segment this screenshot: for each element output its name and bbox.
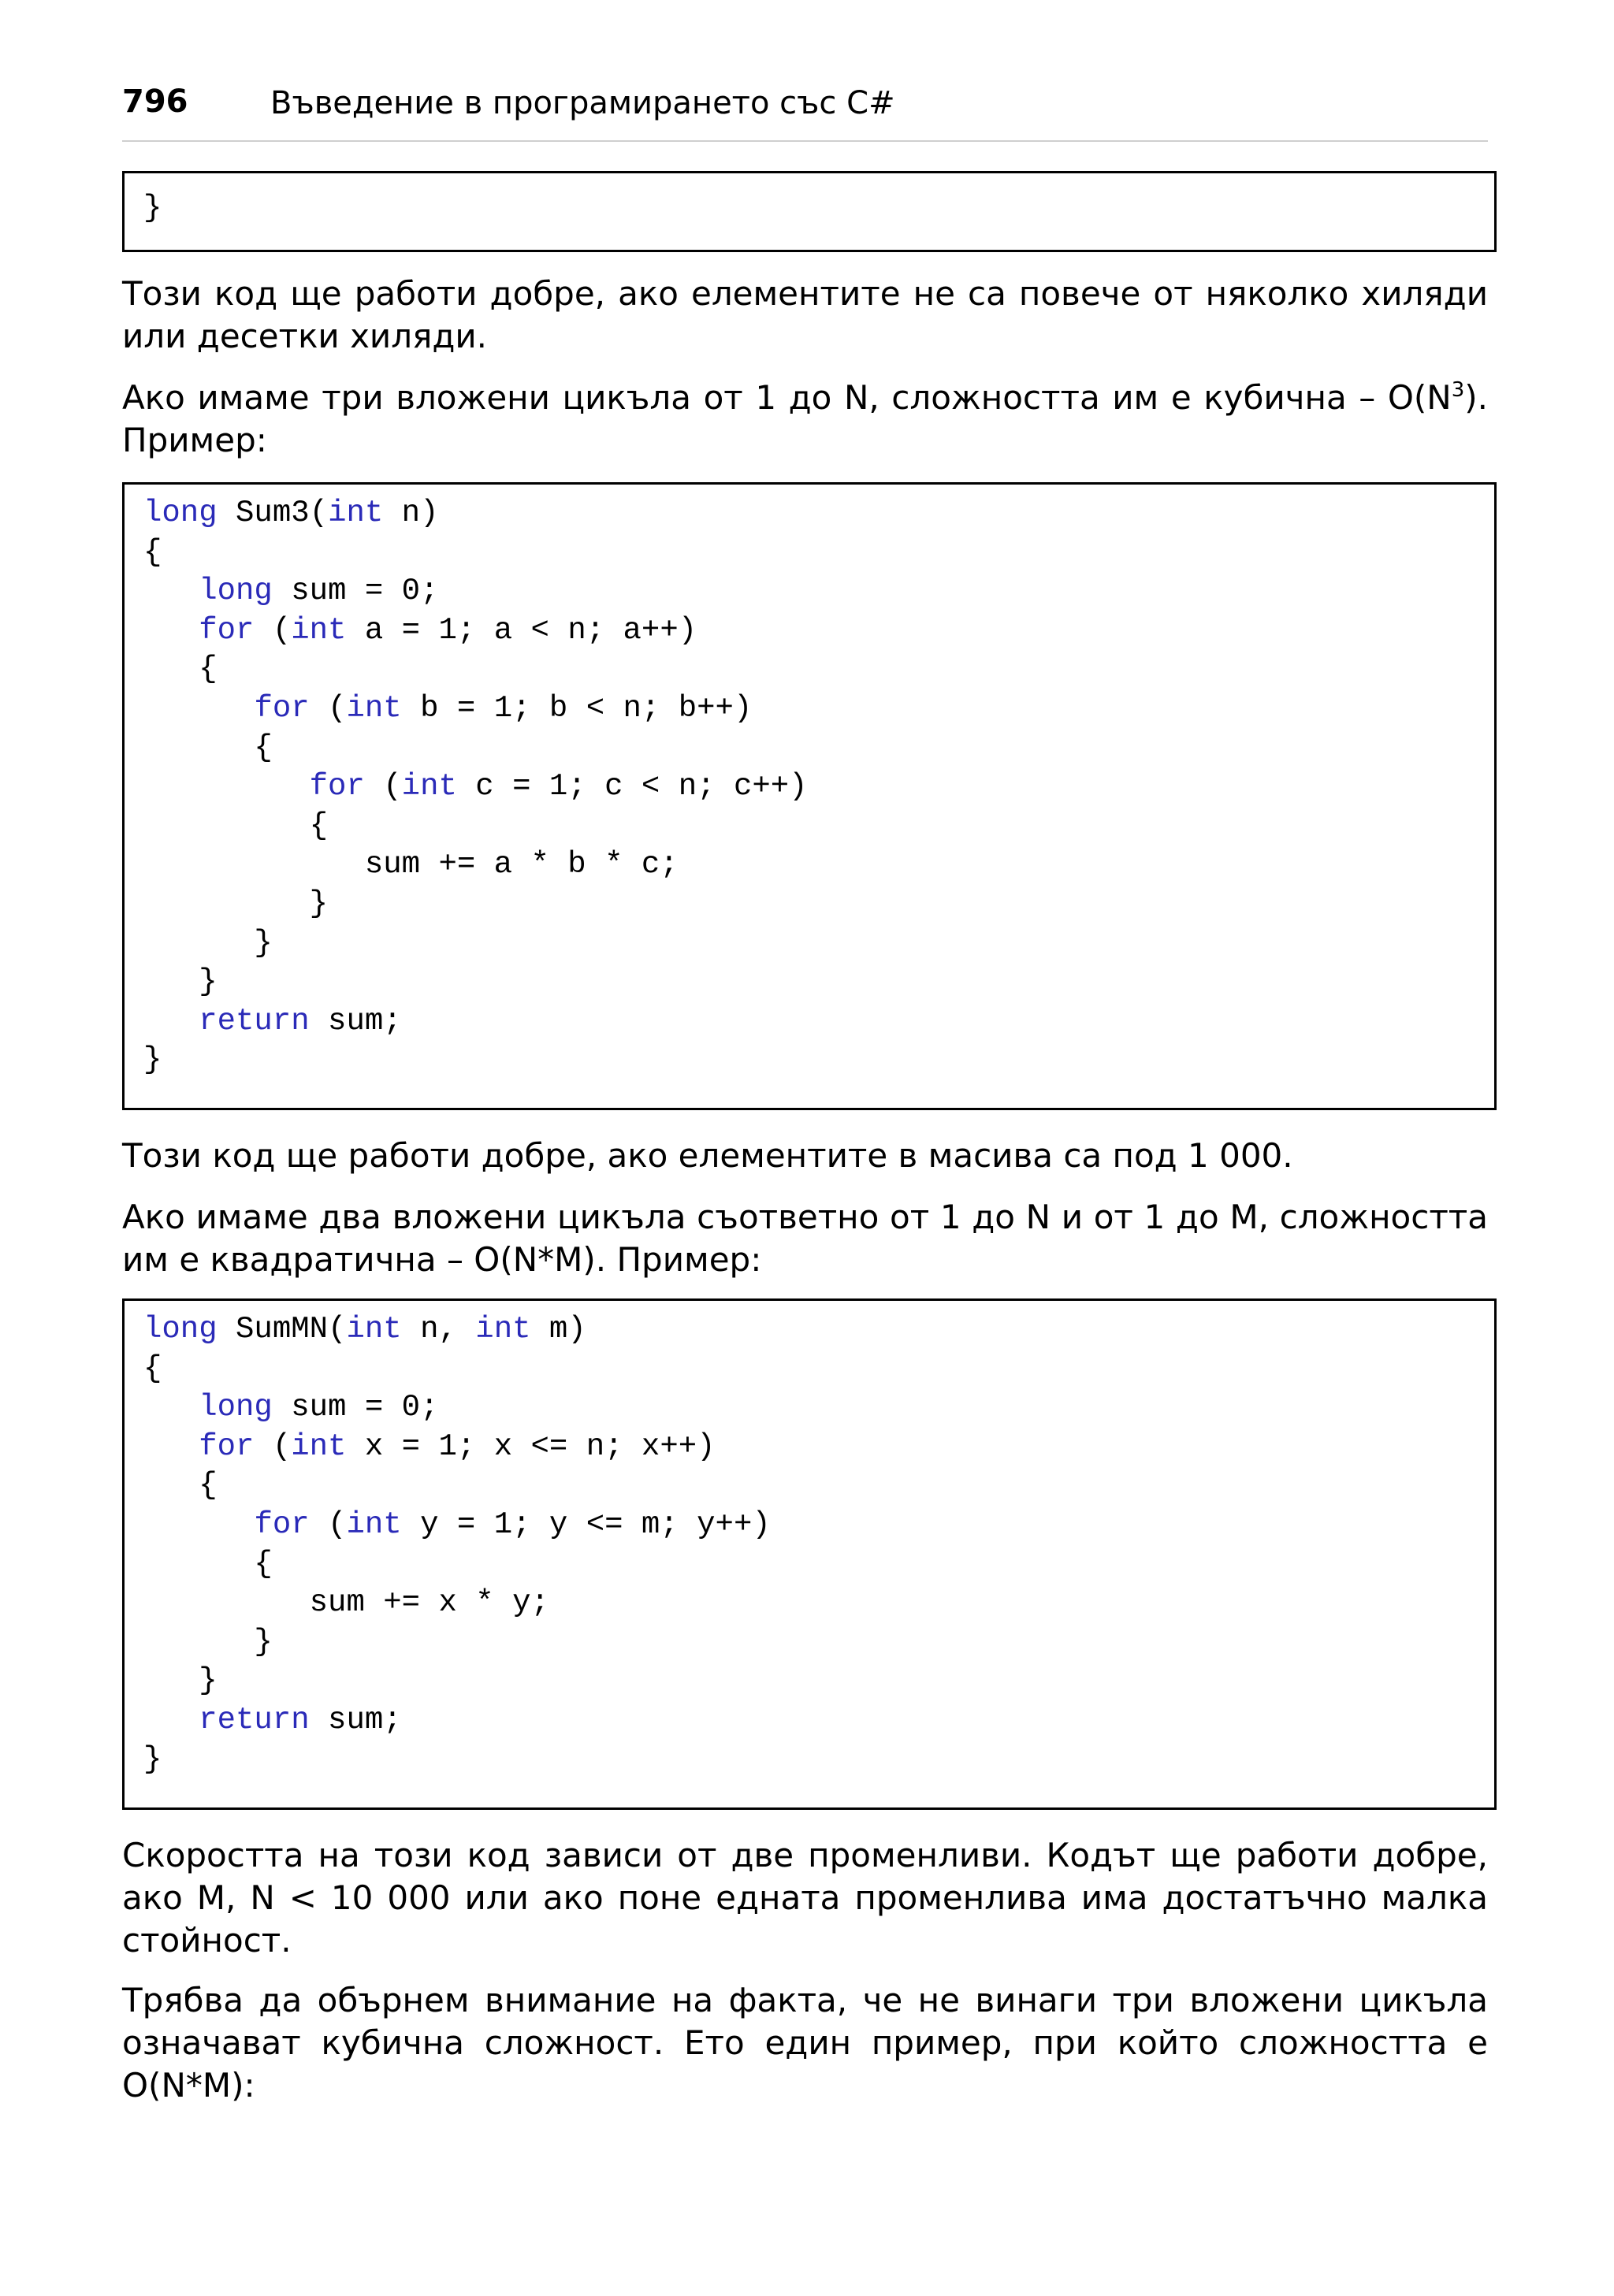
paragraph-text: ). Пример: bbox=[122, 378, 1488, 459]
code-keyword: long bbox=[143, 1312, 218, 1347]
code-keyword: long bbox=[199, 1390, 273, 1425]
code-keyword: int bbox=[401, 769, 457, 804]
code-line: } bbox=[143, 1663, 218, 1699]
code-line bbox=[143, 494, 1494, 533]
code-line: } bbox=[143, 925, 273, 960]
code-line: { bbox=[143, 808, 329, 843]
paragraph: Скоростта на този код зависи от две променливи. Кодът ще работи добре, ако M, N < 10 000 или ако поне едната променлива има достатъчно малка стойност. bbox=[122, 1836, 1488, 1960]
code-keyword: int bbox=[475, 1312, 531, 1347]
code-text: SumMN( bbox=[217, 1312, 347, 1347]
code-keyword: return bbox=[199, 1003, 310, 1038]
code-keyword: long bbox=[143, 496, 218, 530]
code-block-closing-brace bbox=[122, 171, 1497, 252]
code-keyword: for bbox=[254, 1507, 310, 1542]
paragraph-text: Ако имаме три вложени цикъла от 1 до N, сложността им е кубична – O(N bbox=[122, 378, 1452, 417]
code-line: for (int c = 1; c < n; c++) bbox=[309, 769, 808, 804]
code-keyword: int bbox=[346, 1507, 402, 1542]
code-line: { bbox=[143, 534, 162, 570]
code-line: sum += a * b * c; bbox=[143, 847, 679, 882]
code-line: { bbox=[143, 1546, 273, 1581]
code-line: for (int b = 1; b < n; b++) bbox=[254, 690, 753, 726]
code-keyword: int bbox=[291, 1428, 347, 1464]
code-line: { bbox=[143, 1468, 218, 1503]
code-line: } bbox=[143, 964, 218, 1000]
code-line: { bbox=[143, 652, 218, 687]
code-line: for (int y = 1; y <= m; y++) bbox=[254, 1507, 771, 1542]
page-header bbox=[122, 79, 1488, 142]
code-line: for (int a = 1; a < n; a++) bbox=[199, 612, 697, 648]
paragraph: Трябва да обърнем внимание на факта, че не винаги три вложени цикъла означават кубична сложност. Ето един пример, при който сложността е O(N*M): bbox=[122, 1981, 1488, 2105]
code-keyword: for bbox=[254, 690, 310, 726]
code-line: { bbox=[143, 1350, 162, 1386]
code-line: } bbox=[143, 191, 162, 225]
paragraph bbox=[122, 377, 1488, 462]
code-line: } bbox=[143, 1042, 162, 1078]
code-keyword: for bbox=[199, 612, 255, 648]
code-keyword: int bbox=[346, 1312, 402, 1347]
code-line: } bbox=[143, 1741, 162, 1777]
code-block-sum3 bbox=[122, 482, 1497, 1110]
code-keyword: int bbox=[328, 496, 384, 530]
book-title: Въведение в програмирането със C# bbox=[270, 85, 895, 121]
code-text: Sum3( bbox=[217, 496, 329, 530]
code-line: long sum = 0; bbox=[199, 574, 439, 609]
code-line: for (int x = 1; x <= n; x++) bbox=[199, 1428, 716, 1464]
code-keyword: return bbox=[199, 1702, 310, 1737]
paragraph: Този код ще работи добре, ако елементите в масива са под 1 000. bbox=[122, 1136, 1293, 1175]
page-number: 796 bbox=[122, 84, 188, 120]
code-keyword: int bbox=[346, 690, 402, 726]
code-line: return sum; bbox=[199, 1003, 402, 1038]
code-line: sum += x * y; bbox=[143, 1585, 549, 1621]
code-text: n) bbox=[383, 496, 439, 530]
code-text: n, bbox=[401, 1312, 476, 1347]
paragraph: Този код ще работи добре, ако елементите не са повече от няколко хиляди или десетки хиляди. bbox=[122, 274, 1488, 355]
code-keyword: long bbox=[199, 574, 273, 609]
code-line: } bbox=[143, 1624, 273, 1659]
paragraph: Ако имаме два вложени цикъла съответно от 1 до N и от 1 до M, сложността им е квадратична – O(N*M). Пример: bbox=[122, 1198, 1488, 1279]
code-text: m) bbox=[530, 1312, 586, 1347]
code-keyword: for bbox=[309, 769, 365, 804]
code-line: long sum = 0; bbox=[199, 1390, 439, 1425]
code-block-summn bbox=[122, 1298, 1497, 1810]
superscript: 3 bbox=[1451, 378, 1465, 402]
code-keyword: for bbox=[199, 1428, 255, 1464]
code-line: return sum; bbox=[199, 1702, 402, 1737]
code-line: { bbox=[143, 730, 273, 765]
code-line: } bbox=[143, 886, 329, 921]
code-line bbox=[143, 1310, 1494, 1350]
code-keyword: int bbox=[291, 612, 347, 648]
